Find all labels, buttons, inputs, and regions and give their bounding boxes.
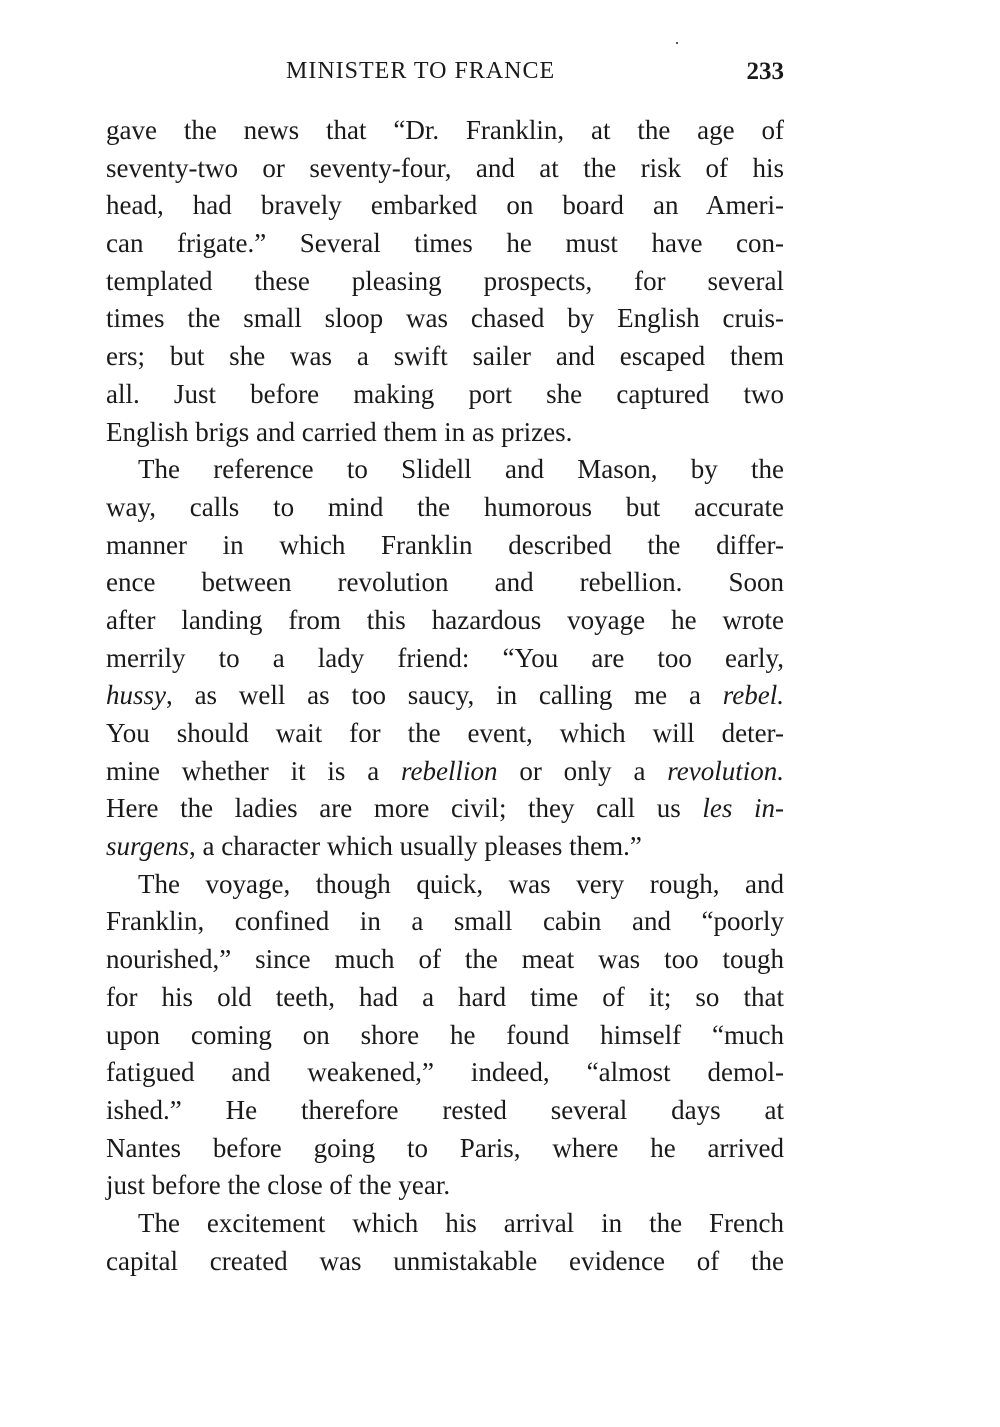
text-line: The excitement which his arrival in the French (138, 1207, 784, 1238)
text-line: gave the news that “Dr. Franklin, at the age of (106, 115, 784, 145)
page-header (106, 58, 784, 94)
line-segment: mine whether it is a (106, 755, 402, 786)
text-line: Franklin, confined in a small cabin and “poorly (106, 906, 784, 937)
text-line: English brigs and carried them in as prizes. (106, 416, 573, 447)
text-line: can frigate.” Several times he must have con- (106, 228, 784, 259)
text-line: The reference to Slidell and Mason, by the (138, 454, 784, 485)
line-segment: , as well as too saucy, in calling me a (166, 680, 723, 711)
text-line: all. Just before making port she captured two (106, 378, 784, 409)
italic-word: revolution. (667, 755, 784, 786)
running-head: MINISTER TO FRANCE (286, 58, 556, 84)
text-line (106, 828, 784, 866)
text-line: times the small sloop was chased by English cruis- (106, 303, 784, 334)
italic-word: les in- (702, 793, 784, 824)
text-line: way, calls to mind the humorous but accurate (106, 491, 784, 522)
text-line: The voyage, though quick, was very rough, and (138, 868, 784, 899)
text-line: You should wait for the event, which will deter- (106, 718, 784, 748)
text-line: fatigued and weakened,” indeed, “almost demol- (106, 1057, 784, 1088)
page-number: 233 (746, 58, 784, 85)
italic-word: rebel. (722, 680, 784, 711)
line-segment: , a character which usually pleases them.” (189, 831, 642, 862)
text-line: for his old teeth, had a hard time of it; so that (106, 981, 784, 1012)
text-line: nourished,” since much of the meat was too tough (106, 944, 784, 975)
text-line: manner in which Franklin described the differ- (106, 529, 784, 560)
text-line: ers; but she was a swift sailer and escaped them (106, 341, 784, 372)
text-line: templated these pleasing prospects, for several (106, 265, 784, 296)
text-line: merrily to a lady friend: “You are too early, (106, 642, 784, 673)
text-line: Nantes before going to Paris, where he arrived (106, 1132, 784, 1163)
text-line: capital created was unmistakable evidence of the (106, 1245, 784, 1276)
text-line (106, 790, 784, 828)
italic-word: surgens (106, 831, 190, 862)
text-line: ence between revolution and rebellion. Soon (106, 567, 784, 598)
line-segment: Here the ladies are more civil; they call us (106, 793, 703, 824)
text-line: after landing from this hazardous voyage he wrote (106, 604, 784, 635)
text-line (106, 677, 784, 715)
line-segment: or only a (497, 755, 668, 786)
text-line: ished.” He therefore rested several days at (106, 1094, 784, 1125)
body-text (106, 112, 784, 1280)
print-speck (676, 42, 678, 44)
text-line: upon coming on shore he found himself “much (106, 1019, 784, 1050)
text-line: head, had bravely embarked on board an Ameri- (106, 190, 784, 221)
italic-word: hussy (106, 680, 166, 711)
text-line: seventy-two or seventy-four, and at the risk of his (106, 152, 784, 183)
text-line (106, 753, 784, 791)
italic-word: rebellion (401, 755, 498, 786)
text-line: just before the close of the year. (106, 1170, 451, 1201)
